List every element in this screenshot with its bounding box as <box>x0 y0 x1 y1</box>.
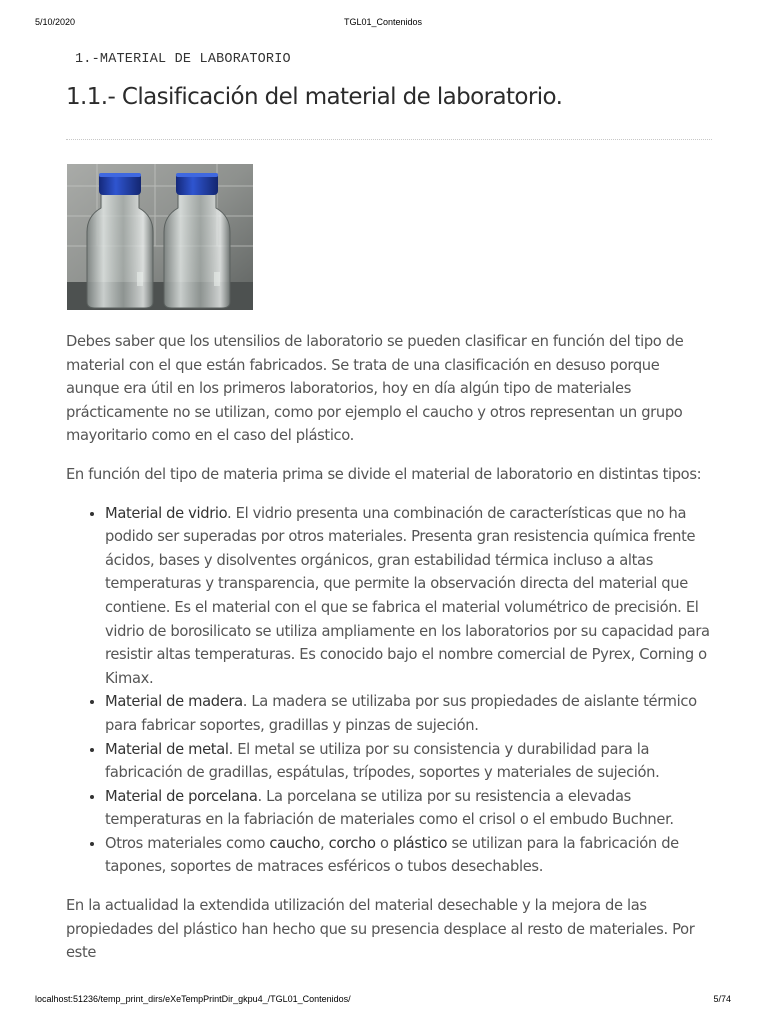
lead-paragraph: En función del tipo de materia prima se divide el material de laboratorio en distintas tipos: <box>66 465 702 483</box>
other-sep-1: , <box>319 834 329 852</box>
list-item-wood <box>105 690 716 737</box>
list-item-glass <box>105 502 716 691</box>
page-number: 5/74 <box>713 994 731 1004</box>
list-item-other <box>105 832 716 879</box>
page-title: 1.1.- Clasificación del material de laboratorio. <box>66 84 563 110</box>
closing-paragraph: En la actualidad la extendida utilización del material desechable y la mejora de las propiedades del plástico han hecho que su presencia desplace al resto de materiales. Por este <box>66 897 695 962</box>
glass-description: . El vidrio presenta una combinación de características que no ha podido ser superadas por otros materiales. Presenta gran resistencia química frente ácidos, bases y disolventes orgánicos, gran estabilidad térmica incluso a altas temperaturas y transparencia, que permite la observación directa del material que contiene. Es el material con el que se fabrica el material volumétrico de precisión. El vidrio de borosilicato se utiliza ampliamente en los laboratorios por su capacidad para resistir altas temperaturas. Es conocido bajo el nombre comercial de Pyrex, Corning o Kimax. <box>105 504 710 687</box>
print-date: 5/10/2020 <box>35 17 76 27</box>
term-rubber: caucho <box>269 834 320 852</box>
term-porcelain: Material de porcelana <box>105 787 258 805</box>
other-prefix: Otros materiales como <box>105 834 270 852</box>
term-glass: Material de vidrio <box>105 504 228 522</box>
list-item-metal <box>105 738 716 785</box>
term-cork: corcho <box>328 834 376 852</box>
porcelain-description: . La porcelana se utiliza por su resistencia a elevadas temperaturas en la fabriación de materiales como el crisol o el embudo Buchner. <box>105 787 674 829</box>
term-wood: Material de madera <box>105 693 243 711</box>
other-sep-2: o <box>375 834 393 852</box>
divider <box>66 139 712 140</box>
other-suffix: se utilizan para la fabricación de tapones, soportes de matraces esféricos o tubos desechables. <box>105 834 679 876</box>
term-metal: Material de metal <box>105 740 229 758</box>
print-title: TGL01_Contenidos <box>343 17 423 27</box>
metal-description: . El metal se utiliza por su consistencia y durabilidad para la fabricación de gradillas, espátulas, trípodes, soportes y materiales de sujeción. <box>105 740 660 782</box>
article-body <box>66 330 716 980</box>
list-item-porcelain <box>105 785 716 832</box>
print-url: localhost:51236/temp_print_dirs/eXeTempPrintDir_gkpu4_/TGL01_Contenidos/ <box>35 994 351 1004</box>
term-plastic: plástico <box>392 834 448 852</box>
wood-description: . La madera se utilizaba por sus propiedades de aislante térmico para fabricar soportes, gradillas y pinzas de sujeción. <box>105 693 697 734</box>
intro-paragraph: Debes saber que los utensilios de laboratorio se pueden clasificar en función del tipo de material con el que están fabricados. Se trata de una clasificación en desuso porque aunque era útil en los primeros laboratorios, hoy en día algún tipo de materiales prácticamente no se utilizan, como por ejemplo el caucho y otros representan un grupo mayoritario como en el caso del plástico. <box>66 333 684 445</box>
material-list <box>66 502 716 880</box>
section-label: 1.-MATERIAL DE LABORATORIO <box>75 52 291 67</box>
lab-bottles-image <box>67 164 253 310</box>
